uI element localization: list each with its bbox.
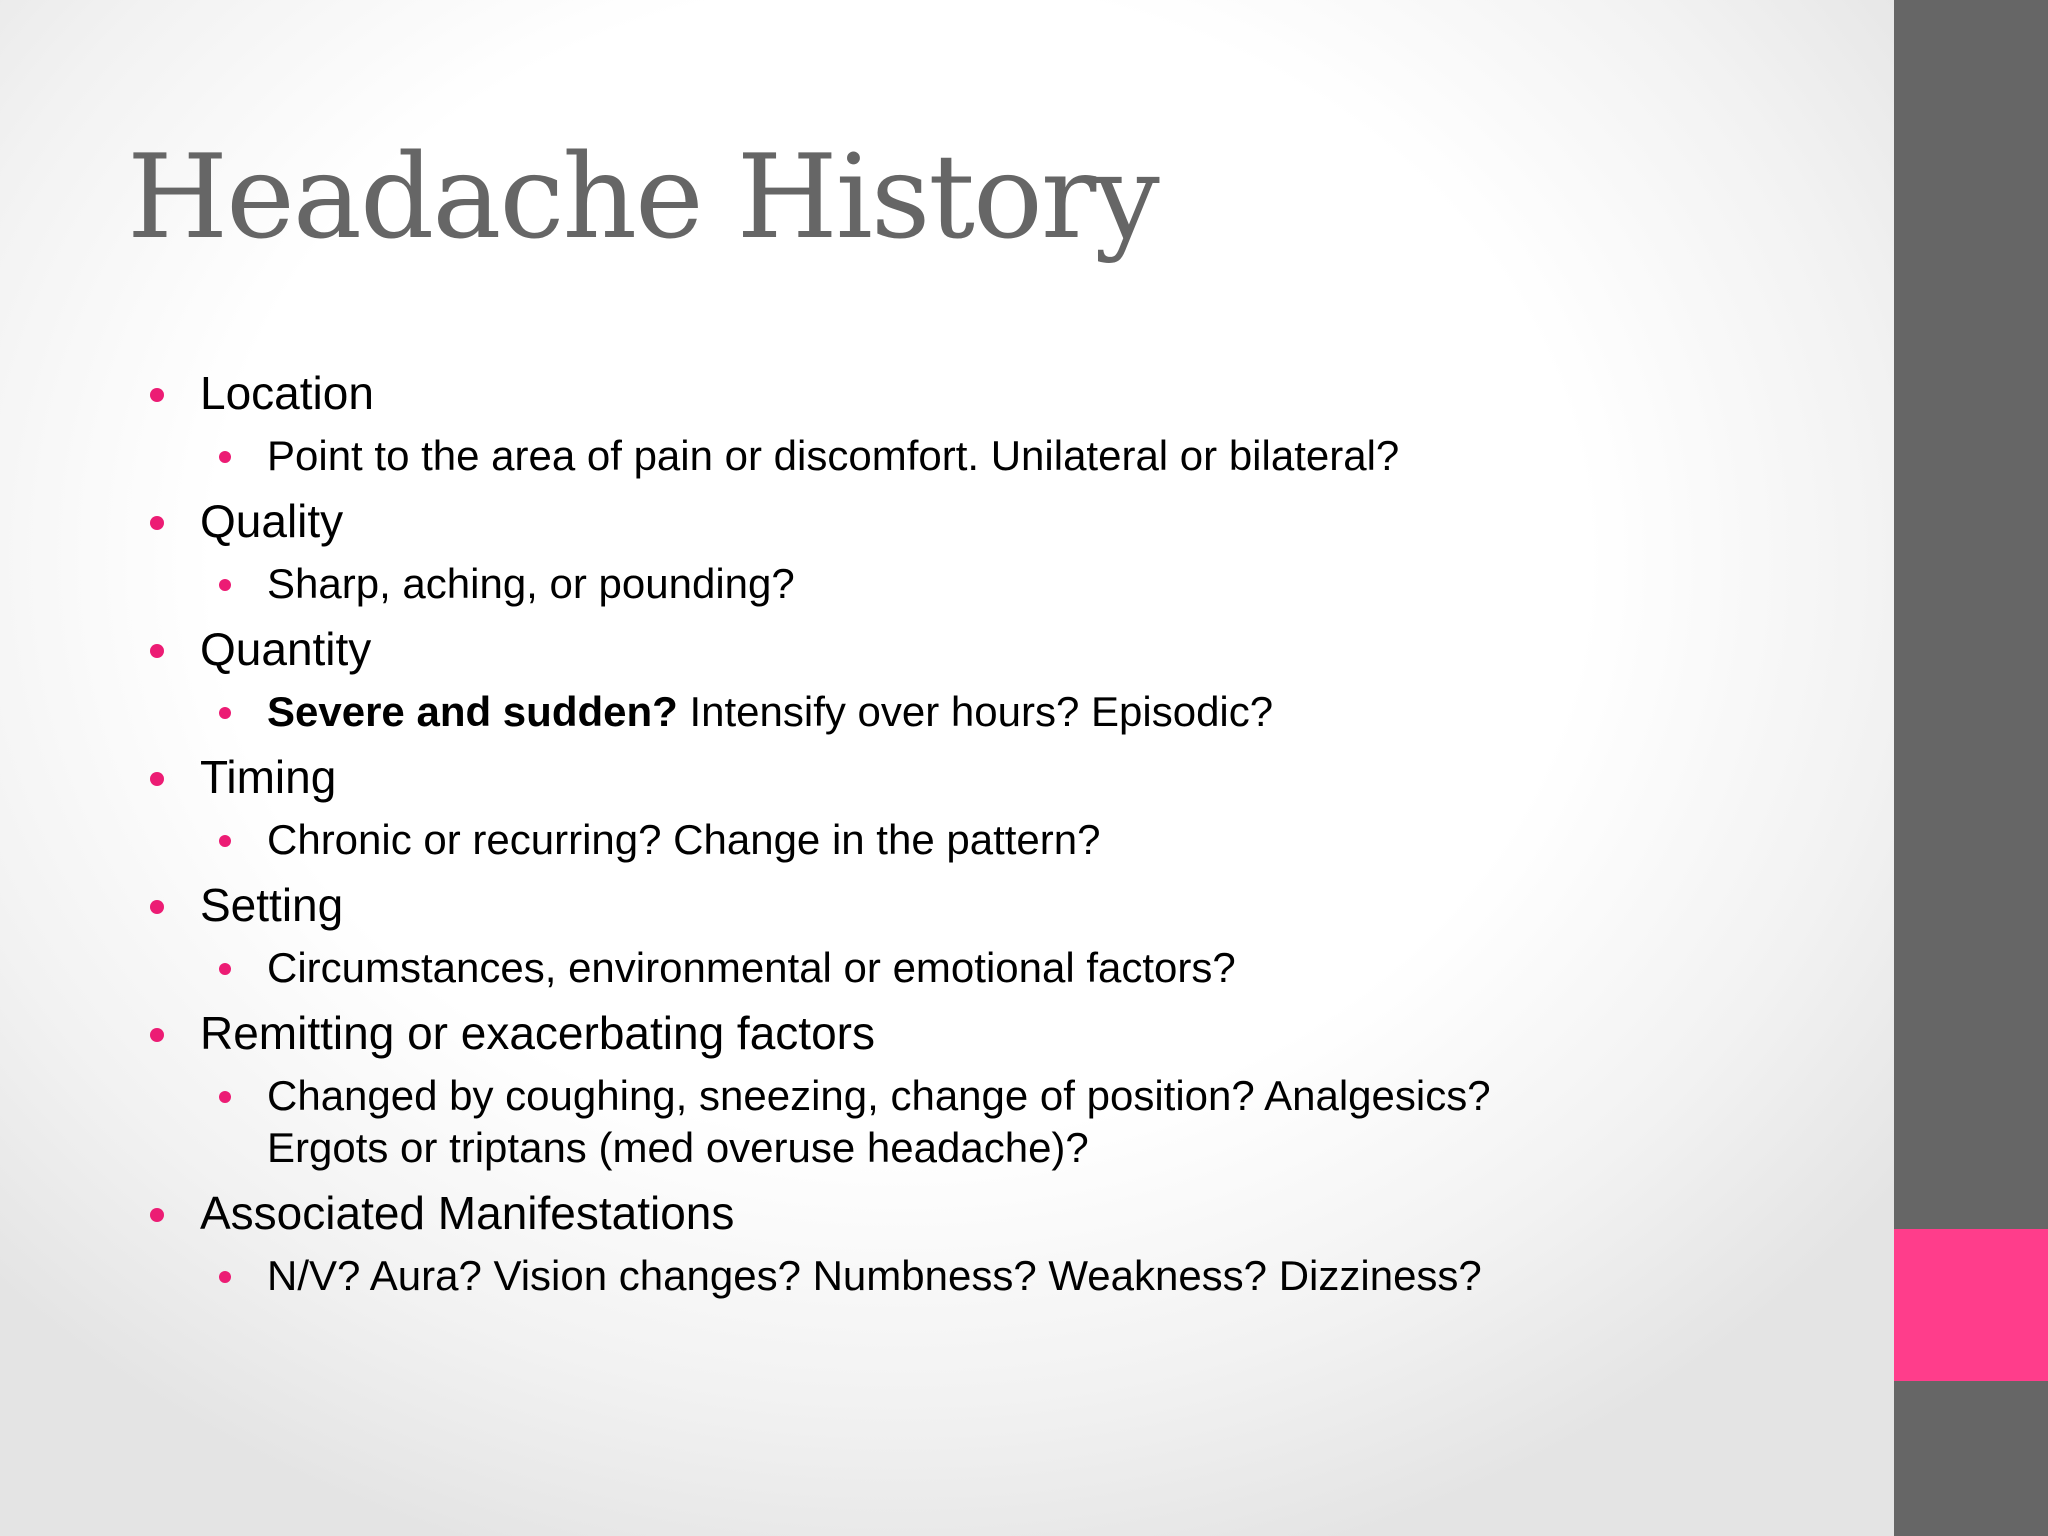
sidebar-accent-block	[1894, 1229, 2048, 1381]
bullet-dot-icon	[219, 579, 231, 591]
bullet-associated	[0, 1180, 1860, 1246]
sub-bullet-text: Circumstances, environmental or emotional factors?	[267, 944, 1236, 991]
bullet-heading: Timing	[200, 751, 337, 803]
bullet-dot-icon	[150, 1208, 164, 1222]
sub-bullet-location	[0, 430, 1860, 482]
bullet-heading: Remitting or exacerbating factors	[200, 1007, 875, 1059]
sub-bullet-bold-text: Severe and sudden?	[267, 688, 678, 735]
sub-bullet-text: Point to the area of pain or discomfort. Unilateral or bilateral?	[267, 432, 1400, 479]
bullet-dot-icon	[219, 963, 231, 975]
sub-bullet-text-line2: Ergots or triptans (med overuse headache)?	[267, 1124, 1089, 1171]
sub-bullet-text: Intensify over hours? Episodic?	[689, 688, 1274, 735]
bullet-dot-icon	[219, 707, 231, 719]
bullet-heading: Quality	[200, 495, 344, 547]
bullet-remitting	[0, 1000, 1860, 1066]
bullet-heading: Location	[200, 367, 374, 419]
bullet-location	[0, 360, 1860, 426]
bullet-heading: Quantity	[200, 623, 372, 675]
sub-bullet-setting	[0, 942, 1860, 994]
bullet-dot-icon	[219, 1091, 231, 1103]
bullet-dot-icon	[219, 451, 231, 463]
bullet-dot-icon	[150, 516, 164, 530]
bullet-dot-icon	[150, 644, 164, 658]
bullet-dot-icon	[219, 1271, 231, 1283]
sub-bullet-quantity	[0, 686, 1860, 738]
sub-bullet-timing	[0, 814, 1860, 866]
sub-bullet-text: Sharp, aching, or pounding?	[267, 560, 795, 607]
sub-bullet-associated	[0, 1250, 1860, 1302]
bullet-setting	[0, 872, 1860, 938]
sub-bullet-text: Changed by coughing, sneezing, change of position? Analgesics?	[267, 1072, 1491, 1119]
bullet-timing	[0, 744, 1860, 810]
bullet-dot-icon	[150, 772, 164, 786]
bullet-dot-icon	[150, 900, 164, 914]
bullet-quantity	[0, 616, 1860, 682]
sub-bullet-quality	[0, 558, 1860, 610]
bullet-dot-icon	[150, 388, 164, 402]
sub-bullet-text: N/V? Aura? Vision changes? Numbness? Weakness? Dizziness?	[267, 1252, 1482, 1299]
bullet-quality	[0, 488, 1860, 554]
sub-bullet-remitting	[0, 1070, 1860, 1174]
bullet-dot-icon	[150, 1028, 164, 1042]
slide-title: Headache History	[127, 130, 1158, 265]
bullet-heading: Associated Manifestations	[200, 1187, 735, 1239]
sub-bullet-text: Chronic or recurring? Change in the pattern?	[267, 816, 1101, 863]
bullet-list	[0, 360, 1860, 1308]
bullet-heading: Setting	[200, 879, 344, 931]
bullet-dot-icon	[219, 835, 231, 847]
